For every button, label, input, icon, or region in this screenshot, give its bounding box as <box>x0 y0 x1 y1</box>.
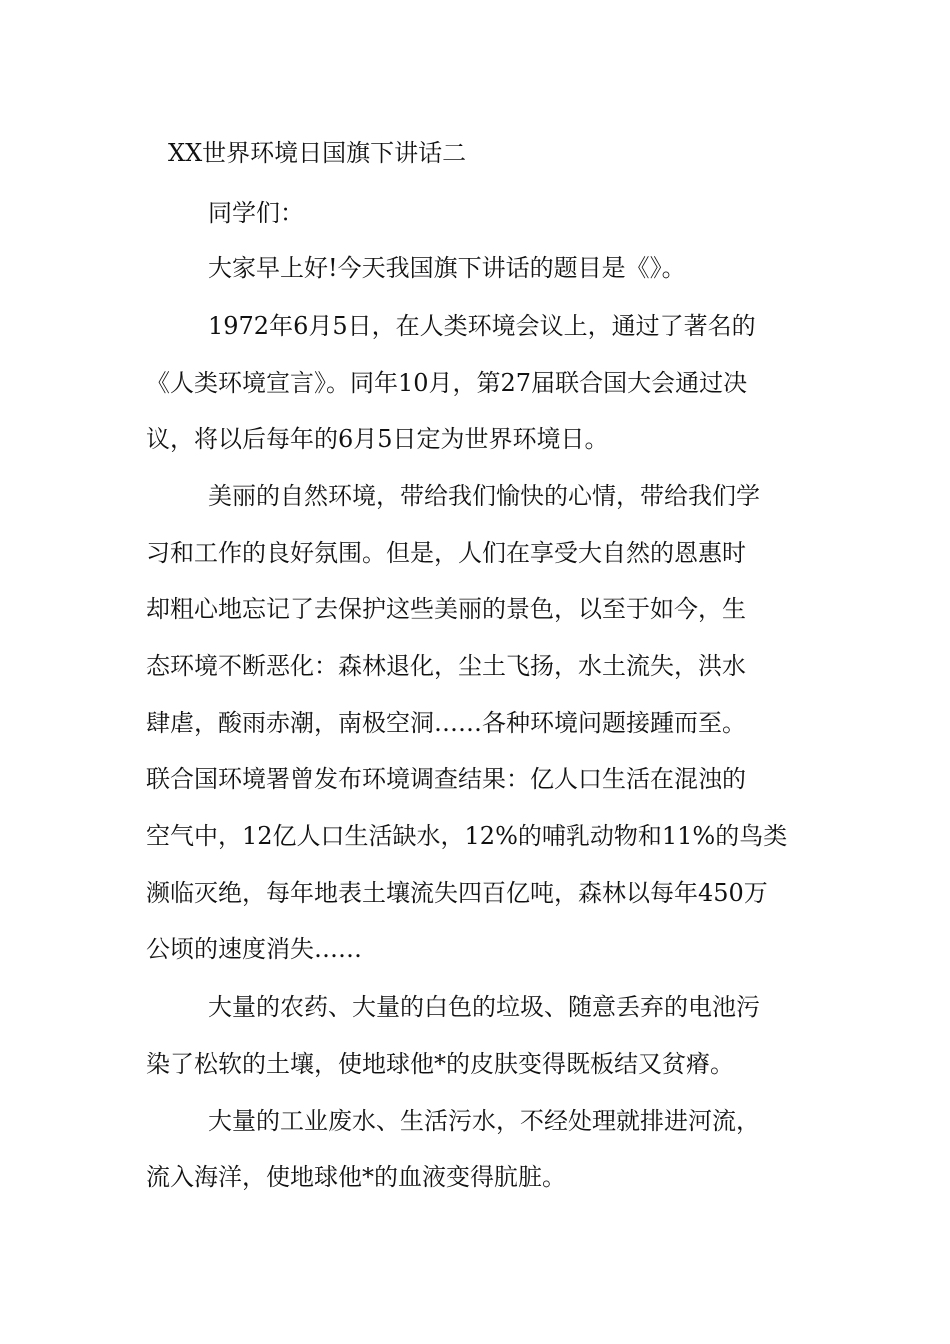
paragraph-line: 《人类环境宣言》。同年10月，第27届联合国大会通过决 <box>146 369 748 397</box>
paragraph-line: 大家早上好!今天我国旗下讲话的题目是《》。 <box>208 254 686 282</box>
paragraph-line: 却粗心地忘记了去保护这些美丽的景色，以至于如今，生 <box>146 595 746 623</box>
paragraph-line: 流入海洋，使地球他*的血液变得肮脏。 <box>146 1163 566 1191</box>
paragraph-line: 大量的工业废水、生活污水，不经处理就排进河流， <box>208 1107 760 1135</box>
paragraph-line: 濒临灭绝，每年地表土壤流失四百亿吨，森林以每年450万 <box>146 879 768 907</box>
paragraph-line: 1972年6月5日，在人类环境会议上，通过了著名的 <box>208 312 756 340</box>
paragraph-line: 染了松软的土壤，使地球他*的皮肤变得既板结又贫瘠。 <box>146 1050 734 1078</box>
paragraph-line: 美丽的自然环境，带给我们愉快的心情，带给我们学 <box>208 482 760 510</box>
paragraph-line: 议，将以后每年的6月5日定为世界环境日。 <box>146 425 609 453</box>
paragraph-line: 习和工作的良好氛围。但是，人们在享受大自然的恩惠时 <box>146 539 746 567</box>
paragraph-line: 空气中，12亿人口生活缺水，12%的哺乳动物和11%的鸟类 <box>146 822 788 850</box>
paragraph-line: 肆虐，酸雨赤潮，南极空洞……各种环境问题接踵而至。 <box>146 709 746 737</box>
paragraph-line: 态环境不断恶化：森林退化，尘土飞扬，水土流失，洪水 <box>146 652 746 680</box>
paragraph-line: 公顷的速度消失…… <box>146 935 362 963</box>
paragraph-line: 联合国环境署曾发布环境调查结果：亿人口生活在混浊的 <box>146 765 746 793</box>
paragraph-line: 大量的农药、大量的白色的垃圾、随意丢弃的电池污 <box>208 993 760 1021</box>
greeting-line: 同学们： <box>208 199 304 227</box>
document-title: XX世界环境日国旗下讲话二 <box>168 139 467 167</box>
